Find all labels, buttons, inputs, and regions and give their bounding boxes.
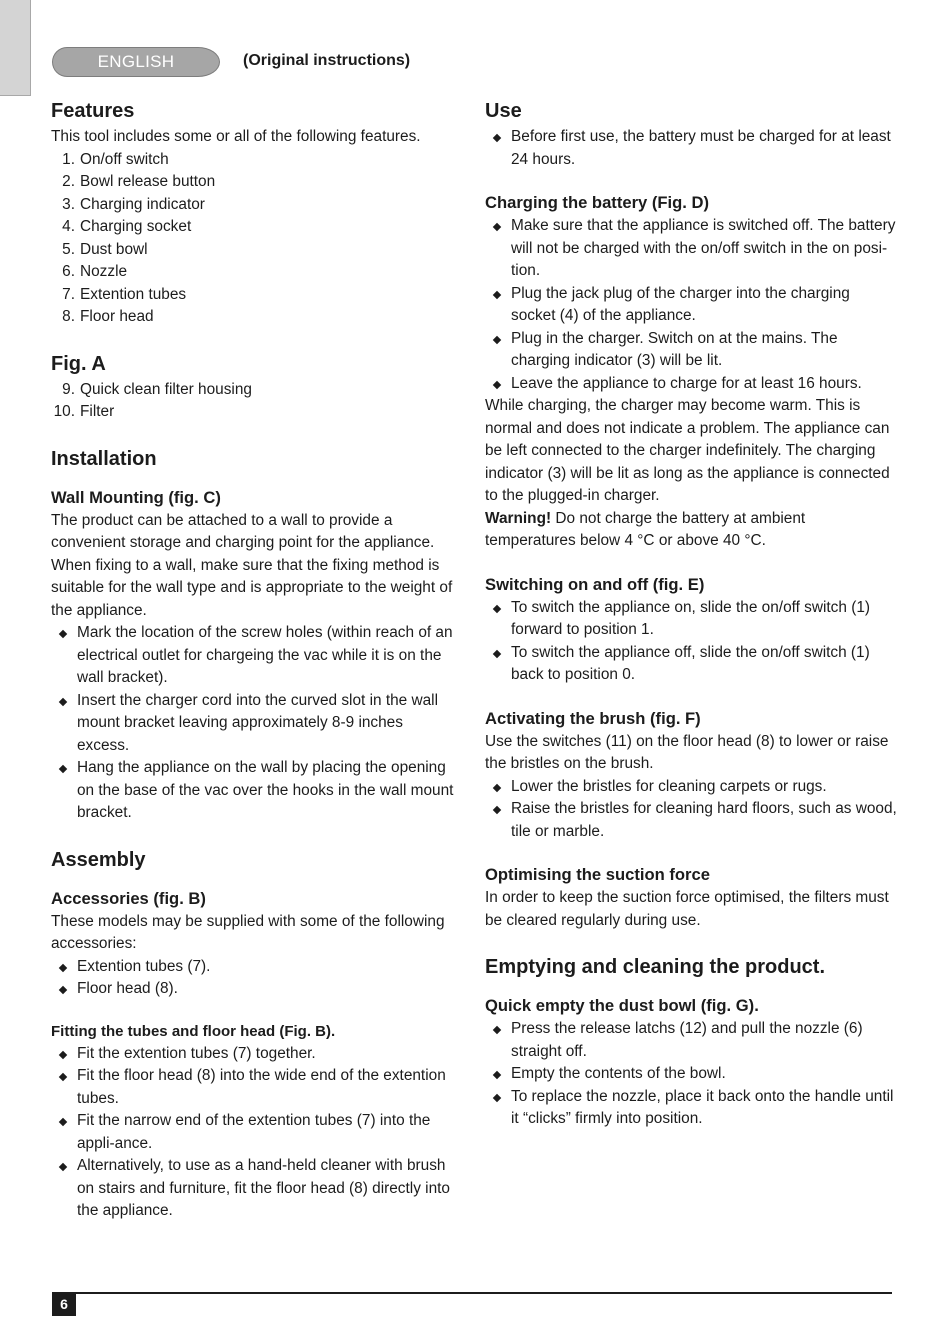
accessories-heading: Accessories (fig. B): [51, 888, 206, 908]
footer-rule: [76, 1292, 892, 1294]
charging-para: While charging, the charger may become warm. This is normal and does not indicate a problem. The appliance can be left connected to the charger indefinitely. The charging indicator (3) will be lit as long as the appliance is connected to the plugged-in charger.: [485, 397, 890, 504]
list-item: Before first use, the battery must be charged for at least 24 hours.: [485, 126, 897, 171]
right-column: [485, 96, 897, 1131]
accessories-bullets: [51, 956, 459, 1001]
list-item: Alternatively, to use as a hand-held cleaner with brush on stairs and furniture, fit the floor head (8) directly into the appliance.: [51, 1155, 459, 1223]
list-item: 6. Nozzle: [62, 263, 128, 280]
installation-heading: Installation: [51, 447, 157, 470]
list-item: To switch the appliance on, slide the on/off switch (1) forward to position 1.: [485, 597, 897, 642]
list-item: 7. Extention tubes: [62, 285, 187, 303]
brush-heading: Activating the brush (fig. F): [485, 708, 701, 728]
warning-label: Warning!: [485, 509, 552, 527]
list-item: 3. Charging indicator: [62, 195, 205, 213]
fig-a-list: [51, 379, 459, 424]
suction-para: In order to keep the suction force optimised, the filters must be cleared regularly during use.: [485, 889, 889, 929]
left-column: [51, 96, 459, 1223]
list-item: Lower the bristles for cleaning carpets or rugs.: [485, 776, 897, 799]
suction-heading: Optimising the suction force: [485, 865, 710, 884]
list-item: Mark the location of the screw holes (within reach of an electrical outlet for chargeing the vac while it is on the wall bracket).: [51, 622, 459, 690]
list-item: Empty the contents of the bowl.: [485, 1063, 897, 1086]
list-item: Fit the floor head (8) into the wide end of the extention tubes.: [51, 1065, 459, 1110]
emptying-heading: Emptying and cleaning the product.: [485, 956, 826, 978]
charging-bullets: [485, 215, 897, 395]
list-item: Fit the narrow end of the extention tubes (7) into the appli-ance.: [51, 1110, 459, 1155]
features-list: [51, 149, 459, 329]
use-bullets: [485, 126, 897, 171]
language-badge: ENGLISH: [52, 47, 220, 77]
list-item: 2. Bowl release button: [62, 173, 216, 190]
wall-mounting-para-1: The product can be attached to a wall to provide a convenient storage and charging point for the appliance.: [51, 511, 435, 551]
use-heading: Use: [485, 100, 522, 122]
page-number: 6: [52, 1292, 76, 1316]
assembly-heading: Assembly: [51, 848, 146, 871]
list-item: Raise the bristles for cleaning hard floors, such as wood, tile or marble.: [485, 798, 897, 843]
original-instructions-label: (Original instructions): [243, 52, 411, 69]
list-item: To replace the nozzle, place it back onto the handle until it “clicks” firmly into position.: [485, 1086, 897, 1131]
wall-mounting-heading: Wall Mounting (fig. C): [51, 487, 221, 507]
list-item: Press the release latchs (12) and pull the nozzle (6) straight off.: [485, 1018, 897, 1063]
quick-empty-bullets: [485, 1018, 897, 1131]
list-item: Hang the appliance on the wall by placing the opening on the base of the vac over the hooks in the wall mount bracket.: [51, 757, 459, 825]
charging-warning: [485, 508, 897, 553]
list-item: Fit the extention tubes (7) together.: [51, 1043, 459, 1066]
brush-para: Use the switches (11) on the floor head (8) to lower or raise the bristles on the brush.: [485, 732, 889, 772]
fitting-heading: Fitting the tubes and floor head (Fig. B).: [51, 1022, 336, 1040]
list-item: Make sure that the appliance is switched off. The battery will not be charged with the on/off switch in the on posi-tion.: [485, 215, 897, 283]
accessories-intro: These models may be supplied with some of the following accessories:: [51, 912, 445, 952]
features-heading: Features: [51, 100, 135, 122]
list-item: Plug in the charger. Switch on at the mains. The charging indicator (3) will be lit.: [485, 328, 897, 373]
list-item: Floor head (8).: [51, 978, 459, 1001]
switching-bullets: [485, 597, 897, 687]
list-item: 9. Quick clean filter housing: [62, 380, 252, 398]
fitting-bullets: [51, 1043, 459, 1223]
features-intro: This tool includes some or all of the following features.: [51, 128, 421, 145]
list-item: Extention tubes (7).: [51, 956, 459, 979]
charging-heading: Charging the battery (Fig. D): [485, 193, 710, 212]
page-edge-tab: [0, 0, 31, 96]
list-item: 5. Dust bowl: [62, 240, 148, 258]
warning-text: Do not charge the battery at ambient temperatures below 4 °C or above 40 °C.: [485, 509, 806, 549]
list-item: 1. On/off switch: [62, 150, 169, 168]
list-item: 10. Filter: [53, 403, 115, 420]
fig-a-heading: Fig. A: [51, 352, 106, 375]
list-item: To switch the appliance off, slide the on/off switch (1) back to position 0.: [485, 642, 897, 687]
quick-empty-heading: Quick empty the dust bowl (fig. G).: [485, 996, 759, 1015]
list-item: Insert the charger cord into the curved slot in the wall mount bracket leaving approximately 8-9 inches excess.: [51, 690, 459, 758]
list-item: Plug the jack plug of the charger into the charging socket (4) of the appliance.: [485, 283, 897, 328]
list-item: 8. Floor head: [62, 308, 154, 325]
list-item: 4. Charging socket: [62, 218, 192, 235]
list-item: Leave the appliance to charge for at least 16 hours.: [485, 373, 897, 396]
wall-mounting-bullets: [51, 622, 459, 825]
brush-bullets: [485, 776, 897, 844]
wall-mounting-para-2: When fixing to a wall, make sure that the fixing method is suitable for the wall type and is appropriate to the weight of the appliance.: [51, 556, 453, 619]
switching-heading: Switching on and off (fig. E): [485, 574, 705, 594]
